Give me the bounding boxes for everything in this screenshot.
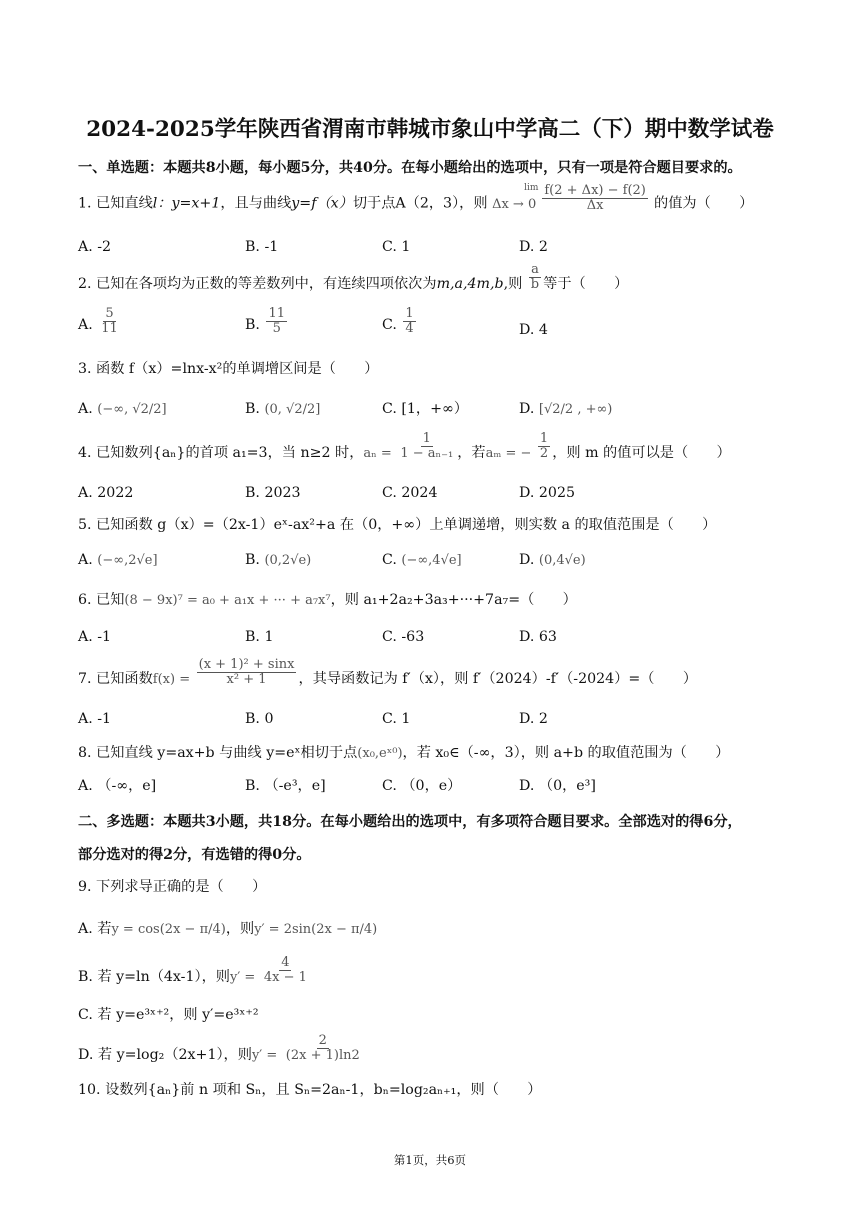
- q4-an-num: 1: [422, 431, 431, 446]
- q4-option-d: D. 2025: [519, 485, 575, 501]
- q8-option-d: D. （0，e³]: [519, 778, 596, 794]
- q5-option-b-label: B.: [245, 552, 260, 568]
- question-5: 5. 已知函数 g（x）=（2x-1）eˣ-ax²+a 在（0，+∞）上单调递增，则实数 a 的取值范围是（ ）: [78, 517, 717, 533]
- q7-frac-num: (x + 1)² + sinx: [198, 657, 295, 672]
- q9-option-d: [78, 1033, 364, 1064]
- q4-option-a: A. 2022: [78, 485, 134, 501]
- q1-text-a: 1. 已知直线: [78, 195, 153, 212]
- q3-option-d-expr: [√2/2 , +∞): [538, 402, 613, 417]
- q4-an: aₙ =: [363, 446, 392, 462]
- question-10: 10. 设数列{aₙ}前 n 项和 Sₙ，且 Sₙ=2aₙ-1，bₙ=log₂aₙ₊₁，则（ ）: [78, 1082, 542, 1098]
- q1-option-a: A. -2: [78, 239, 112, 255]
- q2-option-a-den: 11: [101, 320, 118, 336]
- q9-option-a-pre: A. 若: [78, 921, 112, 937]
- q2-option-b-num: 11: [268, 306, 285, 321]
- q7-fx: f(x) =: [152, 672, 191, 688]
- q2-text-a: 2. 已知在各项均为正数的等差数列中，有连续四项依次为: [78, 276, 437, 293]
- q2-terms: m,a,4m,b: [436, 276, 504, 293]
- q2-option-d: D. 4: [519, 322, 548, 338]
- q1-option-b: B. -1: [245, 239, 279, 255]
- q1-frac-denominator: Δx: [586, 197, 604, 213]
- q6-text-a: 6. 已知: [78, 592, 125, 608]
- q1-text-e: 的值为（ ）: [654, 195, 754, 212]
- q6-option-c: C. -63: [382, 629, 425, 645]
- section-multi-choice-heading-line2: 部分选对的得2分，有选错的得0分。: [78, 847, 311, 863]
- q7-option-d: D. 2: [519, 711, 548, 727]
- q8-option-b: B. （-e³，e]: [245, 778, 326, 794]
- q3-option-a-label: A.: [78, 401, 93, 417]
- q2-frac-a: a: [531, 262, 539, 277]
- q4-option-b: B. 2023: [245, 485, 301, 501]
- q6-option-a: A. -1: [78, 629, 112, 645]
- q1-option-c: C. 1: [382, 239, 411, 255]
- q9-option-a-expr2: y′ = 2sin(2x − π/4): [254, 922, 378, 937]
- q3-option-c: C. [1，+∞）: [382, 401, 469, 417]
- q2-option-c: [382, 306, 418, 336]
- q9-option-b-pre: B. 若 y=ln（4x-1），则: [78, 969, 230, 986]
- q1-text-c: 切于点: [352, 195, 396, 212]
- q8-text-a: 8. 已知直线 y=ax+b 与曲线 y=eˣ相切于点: [78, 745, 358, 761]
- q3-option-b-expr: (0, √2/2]: [264, 402, 321, 417]
- q4-text-c: ，则 m 的值可以是（ ）: [552, 445, 731, 462]
- q7-frac-den: x² + 1: [226, 671, 267, 687]
- q1-lim-sub: Δx → 0: [492, 196, 537, 212]
- page-title: 2024-2025学年陕西省渭南市韩城市象山中学高二（下）期中数学试卷: [86, 117, 774, 142]
- q8-option-c: C. （0，e）: [382, 778, 462, 794]
- question-6: [78, 593, 577, 607]
- q9-option-d-num: 2: [318, 1033, 327, 1048]
- q9-option-b: [78, 955, 311, 986]
- q2-option-b-den: 5: [272, 320, 281, 336]
- q7-option-b: B. 0: [245, 711, 274, 727]
- q7-option-a: A. -1: [78, 711, 112, 727]
- page-footer: 第1页，共6页: [393, 1153, 467, 1167]
- q9-option-d-lhs: y′ =: [251, 1048, 278, 1064]
- q4-am-den: 2: [539, 445, 549, 461]
- q2-option-c-label: C.: [382, 317, 397, 334]
- q9-option-b-den: 4x − 1: [263, 969, 307, 985]
- q2-text-c: 等于（ ）: [543, 276, 629, 293]
- section-single-choice-heading: 一、单选题：本题共8小题，每小题5分，共40分。在每小题给出的选项中，只有一项是符合题目要求的。: [78, 160, 742, 176]
- q5-option-b: [245, 553, 311, 567]
- q4-text-a: 4. 已知数列{aₙ}的首项 a₁=3，当 n≥2 时，: [78, 445, 364, 462]
- q4-option-c: C. 2024: [382, 485, 438, 501]
- q2-option-a-label: A.: [78, 317, 93, 334]
- q5-option-a-label: A.: [78, 552, 93, 568]
- q5-option-d: [519, 553, 586, 567]
- q2-frac-b: b: [530, 276, 540, 292]
- q8-option-a: A. （-∞，e]: [78, 778, 157, 794]
- q7-text-a: 7. 已知函数: [78, 671, 153, 688]
- q5-option-c-expr: (−∞,4√e]: [401, 553, 462, 568]
- q2-option-b: [245, 306, 289, 336]
- q5-option-d-label: D.: [519, 552, 535, 568]
- question-4: [78, 431, 731, 462]
- q1-text-b: ，且与曲线: [220, 195, 292, 212]
- q7-text-b: ，其导函数记为 f′（x），则 f′（2024）-f′（-2024）=（ ）: [298, 671, 698, 688]
- q5-option-d-expr: (0,4√e): [538, 553, 586, 568]
- question-3: 3. 函数 f（x）=lnx-x²的单调增区间是（ ）: [78, 361, 379, 377]
- q1-point: A（2，3）: [395, 195, 460, 212]
- q3-option-b-label: B.: [245, 401, 260, 417]
- q2-option-c-den: 4: [405, 320, 414, 336]
- q6-expansion: (8 − 9x)⁷ = a₀ + a₁x + ··· + a₇x⁷: [124, 593, 331, 608]
- q4-am: aₘ = −: [485, 446, 532, 462]
- q3-option-a-expr: (−∞, √2/2]: [97, 402, 167, 417]
- q5-option-c: [382, 553, 462, 567]
- q9-option-a: [78, 922, 377, 936]
- q1-frac-numerator: f(2 + Δx) − f(2): [544, 183, 646, 198]
- question-8: [78, 746, 729, 760]
- q4-text-b: ，若: [457, 445, 486, 462]
- q1-option-d: D. 2: [519, 239, 548, 255]
- q2-option-a-num: 5: [105, 306, 114, 321]
- q3-option-d: [519, 402, 612, 416]
- q9-option-c: C. 若 y=e³ˣ⁺²，则 y′=e³ˣ⁺²: [78, 1007, 259, 1023]
- q1-curve: y=f（x）: [291, 195, 353, 212]
- q1-line-l: l：y=x+1: [152, 195, 221, 212]
- section-multi-choice-heading-line1: 二、多选题：本题共3小题，共18分。在每小题给出的选项中，有多项符合题目要求。全部选对的得6分，: [78, 814, 742, 830]
- q6-option-d: D. 63: [519, 629, 557, 645]
- q2-option-a: [78, 306, 122, 336]
- q9-option-b-num: 4: [281, 955, 290, 970]
- q8-tangent-point: (x₀,eˣ⁰): [357, 746, 403, 761]
- q6-option-b: B. 1: [245, 629, 274, 645]
- q4-am-num: 1: [539, 431, 549, 446]
- q1-lim-word: lim: [524, 182, 539, 193]
- q2-option-b-label: B.: [245, 317, 260, 334]
- q3-option-a: [78, 402, 167, 416]
- q5-option-a-expr: (−∞,2√e]: [97, 553, 158, 568]
- q7-option-c: C. 1: [382, 711, 411, 727]
- q9-option-d-pre: D. 若 y=log₂（2x+1），则: [78, 1047, 252, 1064]
- q2-option-c-num: 1: [405, 306, 414, 321]
- q9-option-b-lhs: y′ =: [229, 970, 256, 986]
- q9-option-d-den: (2x + 1)ln2: [285, 1047, 360, 1063]
- question-7: [78, 657, 698, 688]
- q3-option-b: [245, 402, 320, 416]
- q9-option-a-mid: ，则: [225, 921, 255, 937]
- question-2: [78, 262, 629, 293]
- q5-option-c-label: C.: [382, 552, 397, 568]
- q6-text-b: ，则 a₁+2a₂+3a₃+···+7a₇=（ ）: [330, 592, 577, 608]
- q1-text-d: ，则: [459, 195, 488, 212]
- q9-option-a-expr1: y = cos(2x − π/4): [111, 922, 226, 937]
- q8-text-b: ，若 x₀∈（-∞，3），则 a+b 的取值范围为（ ）: [402, 745, 730, 761]
- q3-option-d-label: D.: [519, 401, 535, 417]
- q2-text-b: ,则: [503, 276, 523, 293]
- q5-option-a: [78, 553, 158, 567]
- q5-option-b-expr: (0,2√e): [264, 553, 312, 568]
- q4-an-den: 1 − aₙ₋₁: [400, 445, 454, 461]
- question-9: 9. 下列求导正确的是（ ）: [78, 879, 267, 895]
